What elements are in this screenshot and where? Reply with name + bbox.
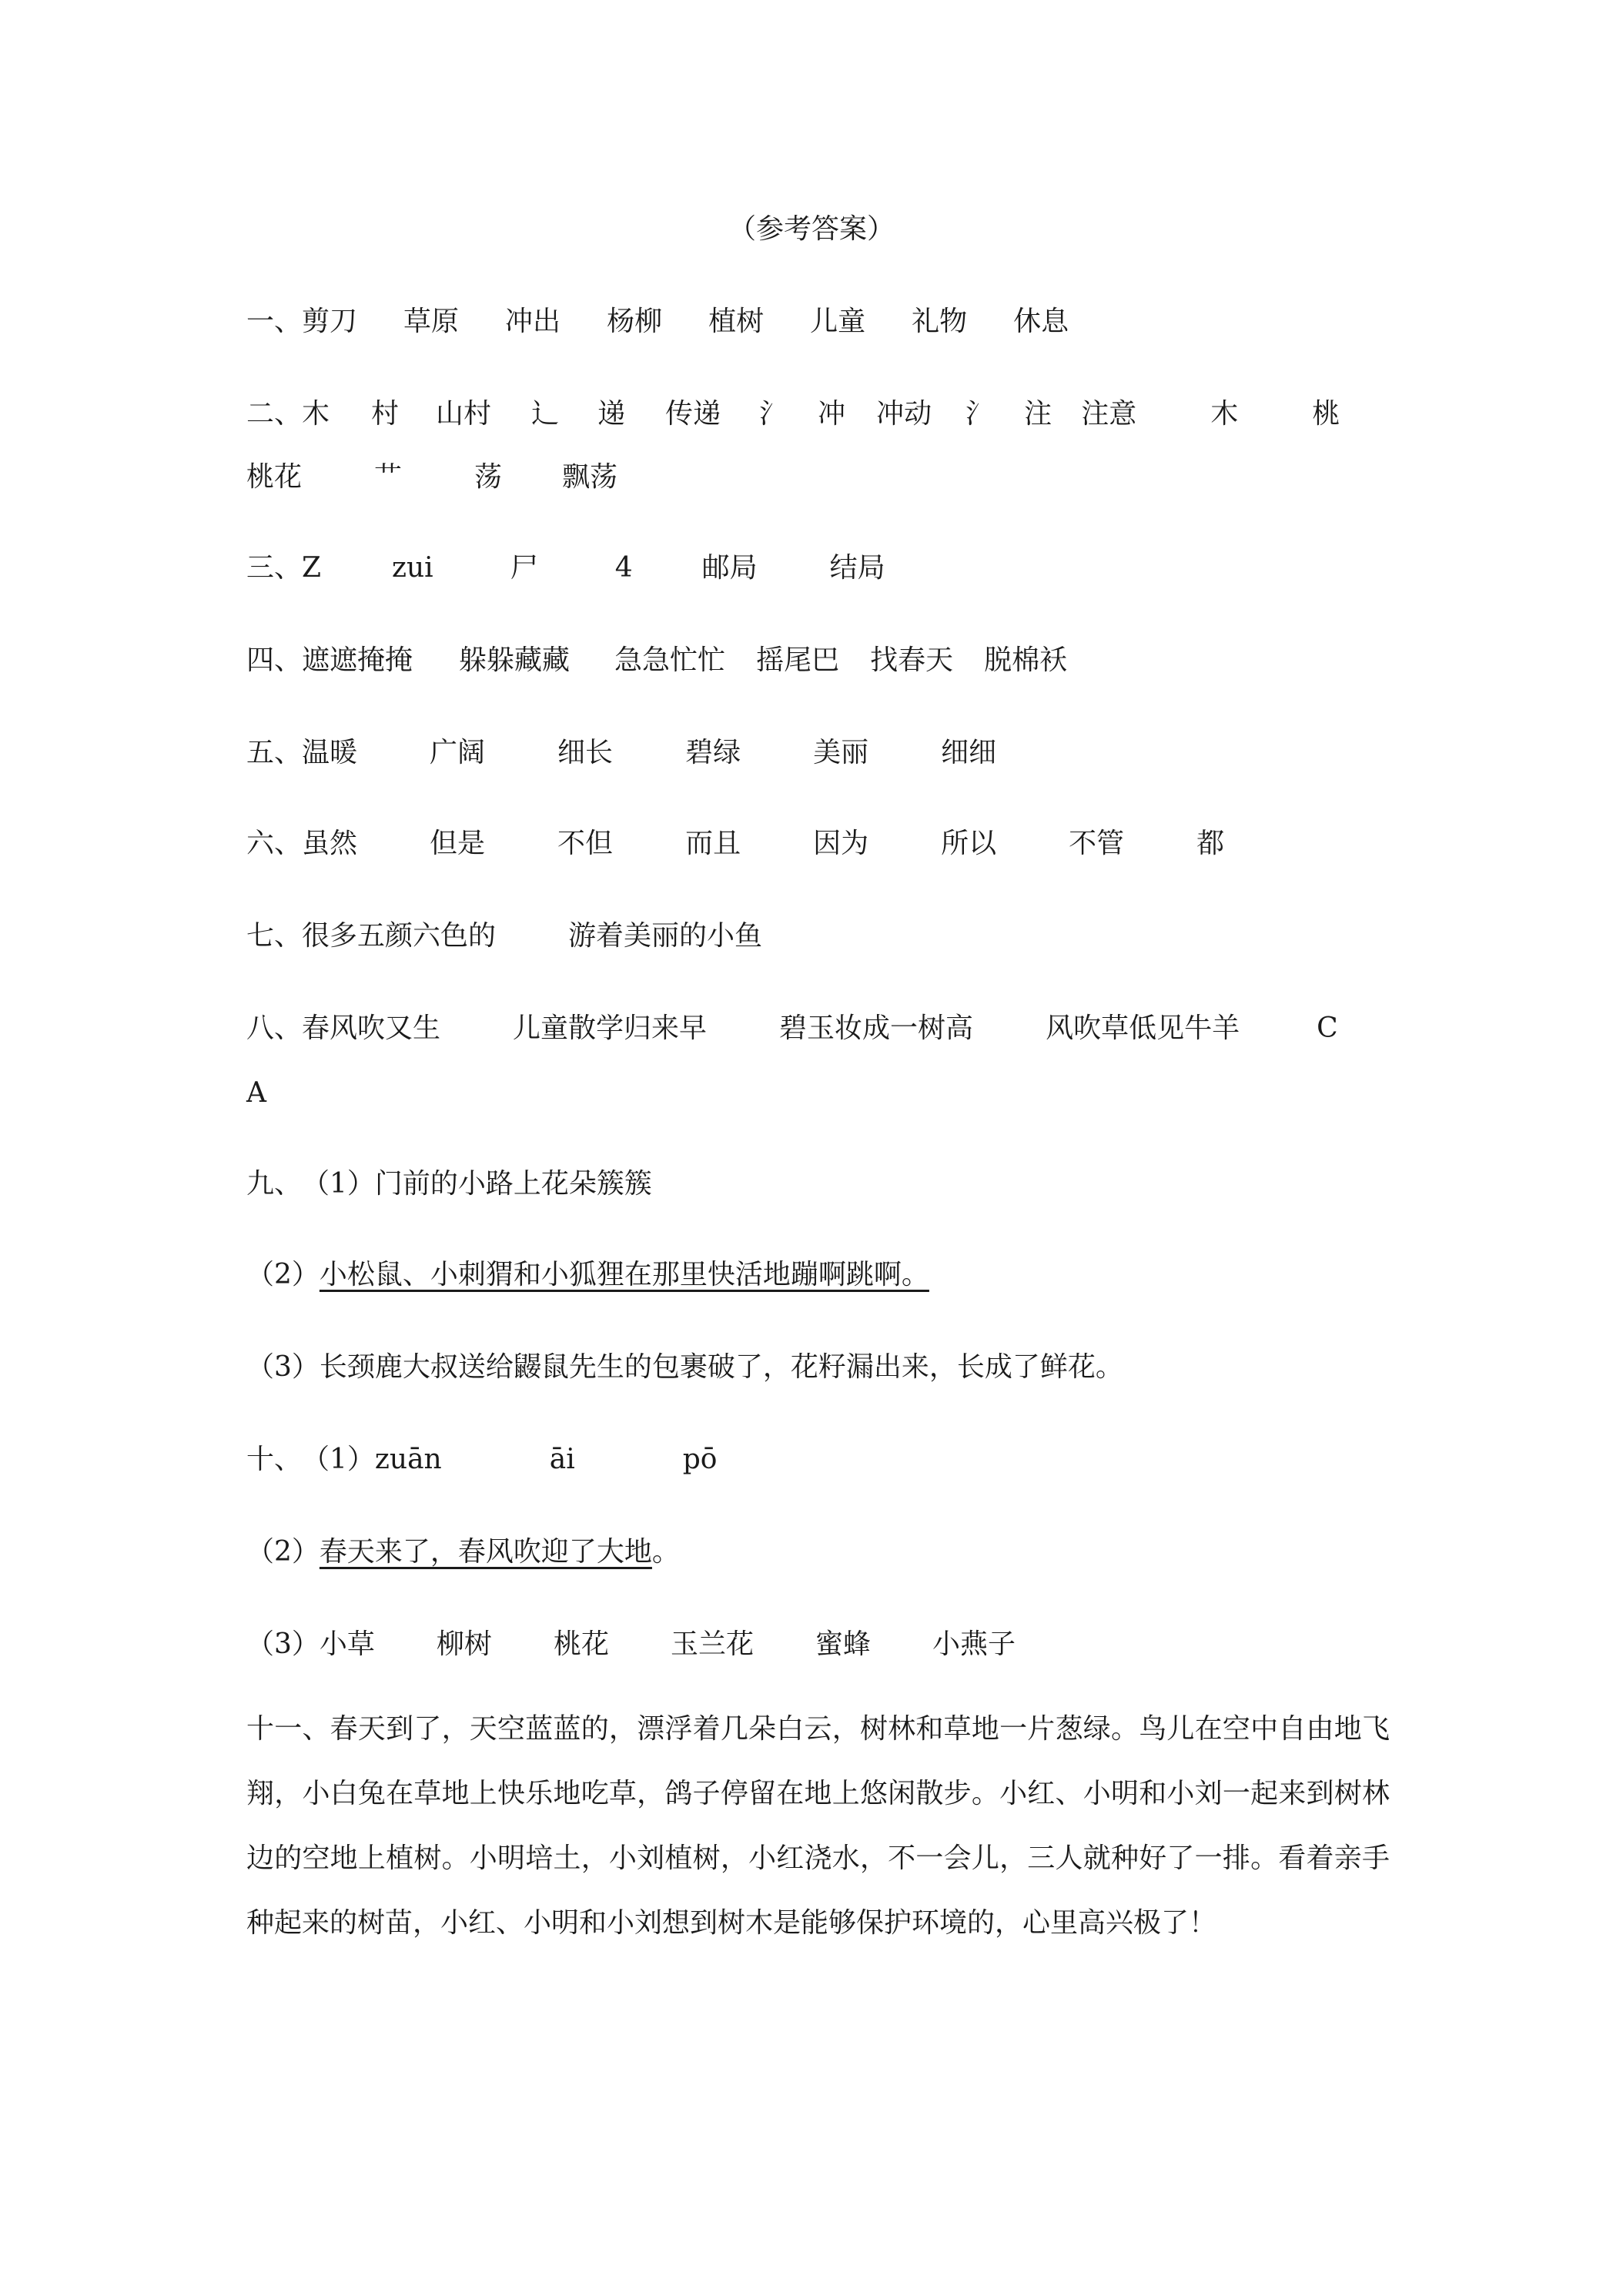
answer-10-2 xyxy=(246,1529,680,1575)
answer-10-1 xyxy=(246,1437,717,1483)
answer-3-item: 4 xyxy=(614,552,633,584)
answer-5-item: 细细 xyxy=(941,737,997,768)
answer-5-item: 美丽 xyxy=(813,737,869,768)
answer-2-item: 冲动 xyxy=(876,398,932,430)
answer-2-item: 荡 xyxy=(474,461,503,493)
answer-8-item: A xyxy=(246,1077,266,1109)
answer-9-sentence: （1）门前的小路上花朵簇簇 xyxy=(302,1168,652,1200)
answer-8-item: 春风吹又生 xyxy=(302,1012,441,1044)
answer-9-3 xyxy=(246,1344,1123,1391)
answer-3-item: 邮局 xyxy=(701,552,758,584)
answer-6-label: 六、 xyxy=(246,828,303,859)
answer-4-item: 脱棉袄 xyxy=(984,644,1068,676)
answer-2-item: 氵 xyxy=(965,398,994,430)
answer-1-label: 一、 xyxy=(246,306,303,337)
answer-6-item: 虽然 xyxy=(302,828,358,859)
answer-5-label: 五、 xyxy=(246,737,303,768)
answer-4-item: 找春天 xyxy=(870,644,954,676)
answer-9-label: 九、 xyxy=(246,1168,303,1200)
answer-9-2-prefix: （2） xyxy=(246,1259,320,1290)
answer-2-item: 冲 xyxy=(818,398,846,430)
answer-1-item: 休息 xyxy=(1013,306,1069,337)
answer-2-item: 递 xyxy=(597,398,626,430)
answer-2-item: 注 xyxy=(1024,398,1052,430)
answer-5-item: 碧绿 xyxy=(685,737,741,768)
answer-6-item: 不管 xyxy=(1069,828,1125,859)
answer-7 xyxy=(246,913,762,959)
answer-6-item: 因为 xyxy=(813,828,869,859)
answer-8-row-2 xyxy=(246,1070,266,1116)
answer-1-item: 礼物 xyxy=(912,306,968,337)
answer-10-item: 蜜蜂 xyxy=(815,1628,871,1660)
answer-2-item: 传递 xyxy=(665,398,721,430)
answer-10-item: 桃花 xyxy=(553,1628,609,1660)
answer-2-label: 二、 xyxy=(246,398,303,430)
pinyin-item: zuān xyxy=(374,1444,442,1475)
page-title: （参考答案） xyxy=(728,213,895,245)
answer-3-item: 尸 xyxy=(510,552,538,584)
answer-2-item: 注意 xyxy=(1081,398,1137,430)
answer-10-1-prefix: （1） xyxy=(302,1444,375,1475)
answer-5-item: 温暖 xyxy=(302,737,358,768)
answer-6 xyxy=(246,821,1224,867)
answer-10-item: 小燕子 xyxy=(932,1628,1016,1660)
answer-3-item: Z xyxy=(302,552,322,584)
answer-6-item: 都 xyxy=(1196,828,1225,859)
answer-1-item: 植树 xyxy=(708,306,765,337)
answer-2-item: 氵 xyxy=(759,398,788,430)
answer-2-item: 辶 xyxy=(531,398,560,430)
answer-2-row-2 xyxy=(246,454,617,500)
answer-1 xyxy=(246,299,1069,345)
answer-10-label: 十、 xyxy=(246,1444,303,1475)
answer-2-item: 木 xyxy=(1210,398,1239,430)
answer-9-2 xyxy=(246,1252,929,1298)
answer-6-item: 但是 xyxy=(430,828,486,859)
answer-2-item: 桃花 xyxy=(246,461,303,493)
answer-10-3-prefix: （3） xyxy=(246,1628,320,1660)
answer-4-item: 遮遮掩掩 xyxy=(302,644,413,676)
answer-5-item: 细长 xyxy=(557,737,614,768)
answer-2-item: 桃 xyxy=(1312,398,1340,430)
answer-4-label: 四、 xyxy=(246,644,303,676)
answer-4-item: 摇尾巴 xyxy=(756,644,840,676)
answer-4-item: 急急忙忙 xyxy=(614,644,726,676)
answer-6-item: 不但 xyxy=(557,828,614,859)
answer-7-label: 七、 xyxy=(246,920,303,952)
answer-3-item: 结局 xyxy=(829,552,885,584)
answer-10-item: 玉兰花 xyxy=(670,1628,754,1660)
pinyin-item: pō xyxy=(682,1444,718,1475)
answer-2-row-1 xyxy=(246,391,1340,437)
answer-10-2-suffix: 。 xyxy=(651,1536,680,1568)
answer-10-sentence-underlined: 春天来了，春风吹迎了大地 xyxy=(319,1536,652,1568)
answer-5 xyxy=(246,730,996,776)
answer-8-label: 八、 xyxy=(246,1012,303,1044)
answer-7-item: 游着美丽的小鱼 xyxy=(568,920,763,952)
answer-3 xyxy=(246,545,885,591)
answer-5-item: 广阔 xyxy=(430,737,486,768)
answer-7-item: 很多五颜六色的 xyxy=(302,920,497,952)
answer-8-item: 碧玉妆成一树高 xyxy=(779,1012,974,1044)
answer-9-sentence-underlined: 小松鼠、小刺猬和小狐狸在那里快活地蹦啊跳啊。 xyxy=(319,1259,929,1290)
answer-2-item: 艹 xyxy=(374,461,403,493)
answer-4-item: 躲躲藏藏 xyxy=(459,644,571,676)
answer-3-label: 三、 xyxy=(246,552,303,584)
answer-1-item: 杨柳 xyxy=(607,306,663,337)
answer-1-item: 冲出 xyxy=(505,306,561,337)
answer-2-item: 山村 xyxy=(436,398,492,430)
answer-2-item: 飘荡 xyxy=(562,461,618,493)
answer-4 xyxy=(246,638,1067,684)
answer-8-row-1 xyxy=(246,1006,1338,1052)
answer-10-item: 柳树 xyxy=(436,1628,492,1660)
answer-6-item: 而且 xyxy=(685,828,741,859)
answer-3-item: zui xyxy=(392,552,433,584)
answer-10-item: 小草 xyxy=(319,1628,375,1660)
answer-1-item: 草原 xyxy=(403,306,460,337)
pinyin-item: āi xyxy=(549,1444,575,1475)
answer-2-item: 村 xyxy=(371,398,400,430)
answer-9-sentence: （3）长颈鹿大叔送给鼹鼠先生的包裹破了，花籽漏出来，长成了鲜花。 xyxy=(246,1351,1123,1383)
answer-11-paragraph: 十一、春天到了，天空蓝蓝的，漂浮着几朵白云，树林和草地一片葱绿。鸟儿在空中自由地飞翔，小白兔在草地上快乐地吃草，鸽子停留在地上悠闲散步。小红、小明和小刘一起来到树林边的空地上植树。小明培土，小刘植树，小红浇水，不一会儿，三人就种好了一排。看着亲手种起来的树苗，小红、小明和小刘想到树木是能够保护环境的，心里高兴极了！ xyxy=(246,1713,1390,1939)
answer-8-item: 风吹草低见牛羊 xyxy=(1046,1012,1240,1044)
answer-8-item: C xyxy=(1317,1012,1338,1044)
answer-1-item: 剪刀 xyxy=(302,306,358,337)
answer-10-3 xyxy=(246,1622,1016,1668)
answer-10-2-prefix: （2） xyxy=(246,1536,320,1568)
answer-8-item: 儿童散学归来早 xyxy=(513,1012,708,1044)
answer-1-item: 儿童 xyxy=(810,306,866,337)
answer-2-item: 木 xyxy=(302,398,330,430)
answer-6-item: 所以 xyxy=(941,828,997,859)
answer-9-1 xyxy=(246,1161,652,1207)
